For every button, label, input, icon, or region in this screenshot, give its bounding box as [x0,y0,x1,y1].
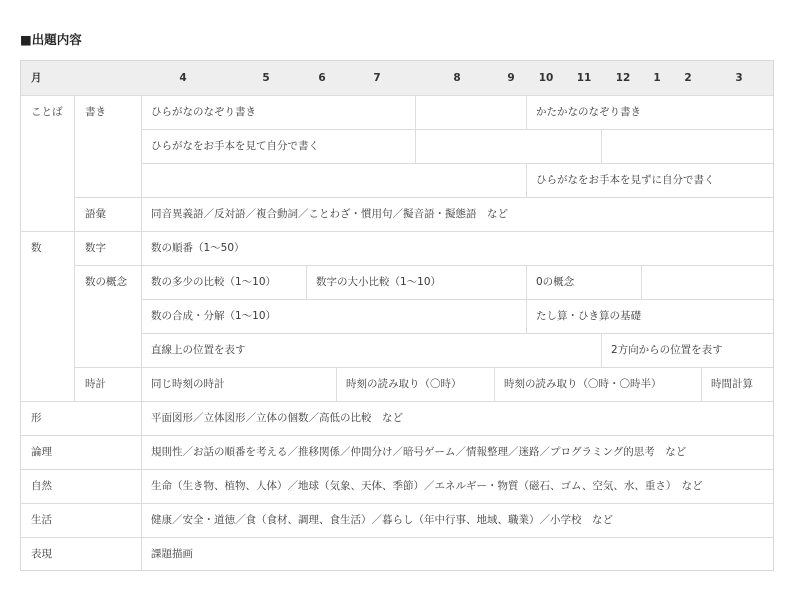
content-cell: 規則性／お話の順番を考える／推移関係／仲間分け／暗号ゲーム／情報整理／迷路／プログラミング的思考 など [151,446,687,458]
month-header: 12 [615,72,631,84]
row-divider [141,163,773,164]
category-label-shizen: 自然 [31,480,52,492]
row-divider [21,95,773,96]
row-divider [21,503,773,504]
content-cell: かたかなのなぞり書き [536,106,641,118]
content-cell: 数の合成・分解（1〜10） [151,310,277,322]
category-label-kazu: 数 [31,242,42,254]
column-divider [526,163,527,197]
row-divider [141,129,773,130]
month-header: 2 [684,72,692,84]
column-divider [526,95,527,129]
column-divider [141,95,142,570]
content-cell: 健康／安全・道徳／食（食材、調理、食生活）／暮らし（年中行事、地域、職業）／小学校 など [151,514,613,526]
content-cell: ひらがなのなぞり書き [151,106,256,118]
month-header: 10 [538,72,554,84]
content-cell: 時刻の読み取り（〇時・〇時半） [504,378,662,390]
content-cell: たし算・ひき算の基礎 [536,310,641,322]
row-divider [74,265,773,266]
column-divider [415,95,416,163]
column-divider [526,265,527,299]
content-cell: 生命（生き物、植物、人体）／地球（気象、天体、季節）／エネルギー・物質（磁石、ゴム、空気、水、重さ） など [151,480,703,492]
category-label-kotoba: ことば [31,106,63,118]
content-cell: 時間計算 [711,378,753,390]
content-cell: 同じ時刻の時計 [151,378,225,390]
column-divider [601,129,602,163]
subcategory-label-tokei: 時計 [85,378,106,390]
row-divider [141,299,773,300]
column-divider [336,367,337,401]
row-divider [21,435,773,436]
row-divider [74,197,773,198]
column-divider [494,367,495,401]
content-cell: 数の順番（1〜50） [151,242,245,254]
month-header: 3 [735,72,743,84]
subcategory-label-goi: 語彙 [85,208,106,220]
content-cell: 平面図形／立体図形／立体の個数／高低の比較 など [151,412,403,424]
content-cell: 同音異義語／反対語／複合動詞／ことわざ・慣用句／擬音語・擬態語 など [151,208,508,220]
row-divider [21,469,773,470]
page-title: ■出題内容 [20,32,82,47]
curriculum-table [20,60,774,571]
subcategory-label-suji: 数字 [85,242,106,254]
category-label-katachi: 形 [31,412,42,424]
subcategory-label-kaki: 書き [85,106,106,118]
category-label-seikatsu: 生活 [31,514,52,526]
month-header: 11 [576,72,592,84]
row-divider [21,231,773,232]
column-divider [74,95,75,401]
content-cell: 課題描画 [151,548,193,560]
month-header: 8 [453,72,461,84]
content-cell: 直線上の位置を表す [151,344,246,356]
month-header: 9 [507,72,515,84]
row-divider [21,537,773,538]
column-divider [641,265,642,299]
month-header: 6 [318,72,326,84]
category-label-ronri: 論理 [31,446,52,458]
category-label-hyougen: 表現 [31,548,52,560]
subcategory-label-gainen: 数の概念 [85,276,127,288]
column-divider [306,265,307,299]
row-divider [74,367,773,368]
column-divider [601,333,602,367]
content-cell: ひらがなをお手本を見て自分で書く [151,140,319,152]
content-cell: 0の概念 [536,276,575,288]
content-cell: 数の多少の比較（1〜10） [151,276,277,288]
content-cell: 数字の大小比較（1〜10） [316,276,442,288]
month-header: 4 [179,72,187,84]
month-header: 1 [653,72,661,84]
content-cell: ひらがなをお手本を見ずに自分で書く [536,174,715,186]
content-cell: 2方向からの位置を表す [611,344,723,356]
row-divider [21,401,773,402]
month-header: 5 [262,72,270,84]
column-divider [526,299,527,333]
column-divider [701,367,702,401]
month-header: 7 [373,72,381,84]
content-cell: 時刻の読み取り（〇時） [346,378,462,390]
month-header-label: 月 [31,72,42,84]
row-divider [141,333,773,334]
